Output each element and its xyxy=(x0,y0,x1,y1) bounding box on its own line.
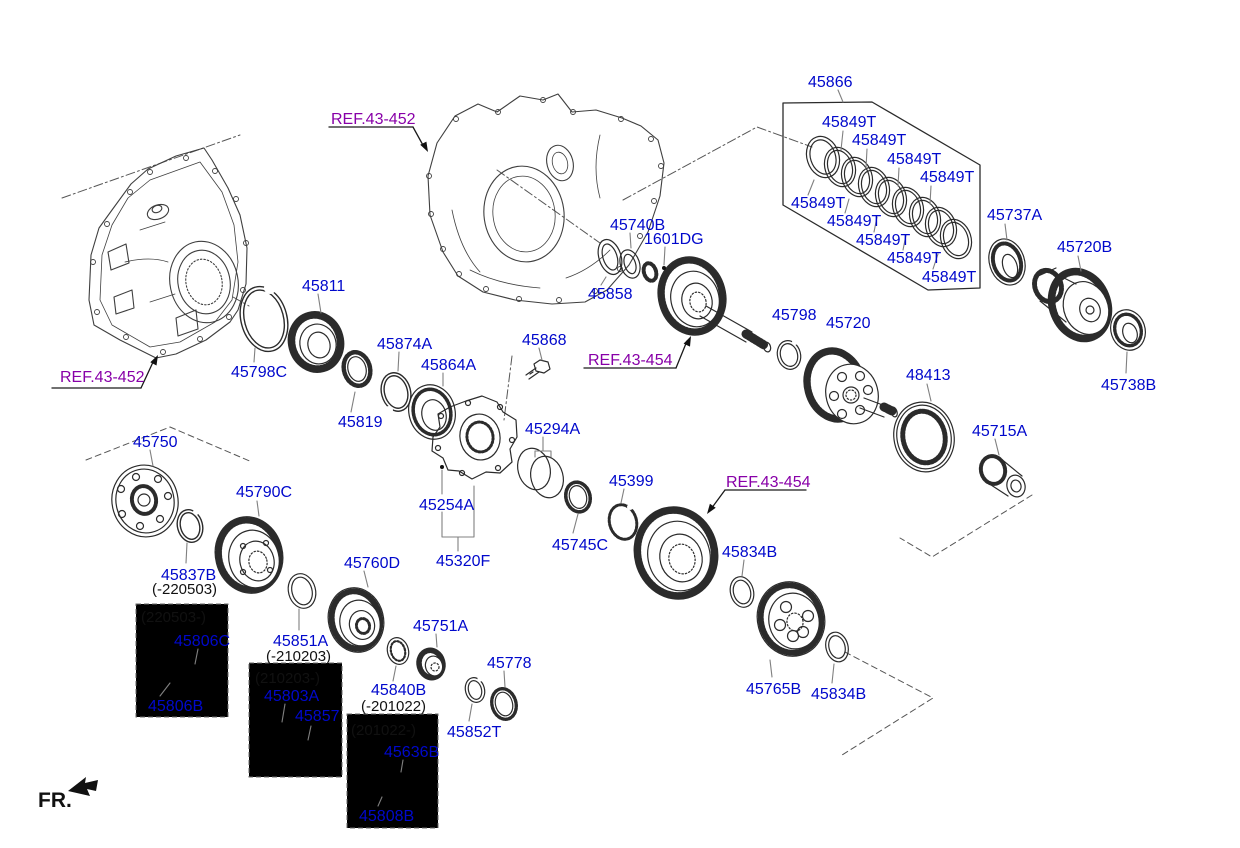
bolt-hole xyxy=(436,446,441,451)
hole xyxy=(133,474,140,481)
outer xyxy=(774,338,804,372)
part-45819-splined-ring xyxy=(340,349,374,389)
part-label-45849T[interactable]: 45849T xyxy=(920,169,975,186)
part-label-45868[interactable]: 45868 xyxy=(522,332,567,349)
part-label-45798C[interactable]: 45798C xyxy=(231,364,288,381)
outer xyxy=(105,459,185,543)
part-45798-ring xyxy=(774,338,804,372)
part-label-45806B[interactable]: 45806B xyxy=(148,698,204,715)
construction-line xyxy=(900,495,1032,557)
part-45790C-gear xyxy=(207,510,291,601)
part-ring-gear-assembly xyxy=(624,497,728,608)
outer xyxy=(463,675,488,704)
bolt-hole xyxy=(466,401,471,406)
ref-label-43-454-ring-gear[interactable]: REF.43-454 xyxy=(726,474,811,491)
teeth xyxy=(340,349,374,389)
hub-spline xyxy=(129,484,158,516)
ref-arrow-line xyxy=(676,341,687,368)
hole xyxy=(155,476,162,483)
hole xyxy=(157,516,164,523)
ref-label-43-452-center[interactable]: REF.43-452 xyxy=(331,111,416,128)
part-45715A-clutch xyxy=(978,453,1028,499)
case-drawings xyxy=(89,94,664,358)
note-label-after-220503: (220503-) xyxy=(141,609,207,626)
part-45750-carrier xyxy=(105,459,185,543)
bolt-hole xyxy=(161,350,166,355)
part-label-45720B[interactable]: 45720B xyxy=(1057,239,1113,256)
leader-line xyxy=(469,704,472,721)
part-45874A-snap-ring xyxy=(377,369,415,414)
bolt-hole xyxy=(227,315,232,320)
ref-label-43-452-left[interactable]: REF.43-452 xyxy=(60,369,145,386)
bolt-hole xyxy=(510,438,515,443)
leader-line xyxy=(838,90,843,102)
leader-bracket xyxy=(535,437,543,457)
part-label-45737A[interactable]: 45737A xyxy=(987,207,1043,224)
bolt-hole xyxy=(105,222,110,227)
leader-dot xyxy=(662,266,666,270)
outline xyxy=(89,148,247,358)
leader-line xyxy=(866,149,867,168)
leader-line xyxy=(841,131,843,150)
rib xyxy=(114,290,134,314)
leader-line xyxy=(601,277,606,285)
part-label-45840B[interactable]: 45840B xyxy=(371,682,427,699)
outer xyxy=(727,574,757,610)
inner-wall xyxy=(100,162,238,347)
body xyxy=(988,240,1025,284)
construction-line xyxy=(842,652,933,755)
ref-label-43-454-shaft[interactable]: REF.43-454 xyxy=(588,352,673,369)
gap xyxy=(477,676,482,681)
outer xyxy=(822,630,851,665)
outer xyxy=(384,635,411,667)
spline-disc xyxy=(978,453,1008,486)
leader-line xyxy=(398,352,399,371)
fr-indicator xyxy=(38,777,98,812)
gap xyxy=(193,509,199,515)
bore xyxy=(456,411,503,463)
note-label-before-220503: (-220503) xyxy=(152,581,218,598)
bore xyxy=(1010,479,1023,493)
part-label-45858[interactable]: 45858 xyxy=(588,286,633,303)
rib xyxy=(176,310,198,336)
leader-line xyxy=(664,247,665,265)
leader-line xyxy=(808,180,814,195)
part-label-48413[interactable]: 48413 xyxy=(906,367,951,384)
ring xyxy=(891,187,924,227)
bore xyxy=(162,235,246,329)
leader-line xyxy=(1005,224,1007,240)
part-label-45849T[interactable]: 45849T xyxy=(922,269,977,286)
part-45399-snap-ring xyxy=(605,502,640,543)
teeth xyxy=(488,686,519,722)
part-label-45740B[interactable]: 45740B xyxy=(610,217,666,234)
leader-line xyxy=(930,186,931,204)
fr-direction-arrow-icon xyxy=(68,777,98,796)
upper-bore-inner xyxy=(550,150,570,175)
part-label-45851A[interactable]: 45851A xyxy=(273,633,329,650)
leader-line xyxy=(364,571,368,587)
leader-line xyxy=(351,392,355,412)
outer xyxy=(887,397,960,478)
bolt-holes xyxy=(91,156,249,355)
part-label-45852T[interactable]: 45852T xyxy=(447,724,502,741)
bolt-hole xyxy=(128,190,133,195)
outer xyxy=(284,571,319,612)
bolt-hole xyxy=(91,260,96,265)
bolt-hole xyxy=(649,137,654,142)
leader-line xyxy=(186,543,187,563)
ring xyxy=(840,157,873,197)
part-label-45849T[interactable]: 45849T xyxy=(856,232,911,249)
rollers xyxy=(408,385,456,439)
hole xyxy=(137,523,144,530)
part-45720B-gear xyxy=(1030,259,1122,351)
hole xyxy=(119,511,126,518)
bolt-hole xyxy=(557,298,562,303)
part-label-45834B[interactable]: 45834B xyxy=(722,544,778,561)
part-45851A-washer xyxy=(284,571,319,612)
gerotor xyxy=(465,420,496,454)
bore-spline xyxy=(182,256,227,308)
bolt-hole xyxy=(148,170,153,175)
part-45778-ring xyxy=(488,686,519,722)
part-45294A-seal-rings xyxy=(513,445,568,502)
construction-line xyxy=(497,170,600,243)
part-label-45720[interactable]: 45720 xyxy=(826,315,871,332)
rib-line xyxy=(452,135,610,288)
teeth xyxy=(563,479,594,514)
bolt-hole xyxy=(95,310,100,315)
leader-line xyxy=(254,348,255,362)
wavy-ring xyxy=(605,502,640,543)
rim xyxy=(110,464,180,539)
leader-line xyxy=(742,560,744,576)
leader-line xyxy=(845,199,849,213)
bolt-hole xyxy=(439,414,444,419)
part-label-45778[interactable]: 45778 xyxy=(487,655,532,672)
part-48413-ring-gear xyxy=(887,397,960,478)
note-label-before-210203: (-210203) xyxy=(266,648,332,665)
bolt-hole xyxy=(484,287,489,292)
part-label-45750[interactable]: 45750 xyxy=(133,434,178,451)
leader-line xyxy=(573,514,578,533)
leader-line xyxy=(504,671,505,687)
part-45751A-gear xyxy=(413,645,448,683)
leader-line xyxy=(770,660,772,677)
hub-bore xyxy=(138,494,150,506)
part-label-45765B[interactable]: 45765B xyxy=(746,681,802,698)
bolt-hole xyxy=(124,335,129,340)
leader-line xyxy=(257,501,259,516)
shaft-spline xyxy=(746,334,764,345)
bolt-hole xyxy=(496,466,501,471)
leader-line xyxy=(150,450,153,466)
leader-line xyxy=(539,348,542,360)
inner xyxy=(381,373,412,411)
construction-line xyxy=(504,356,512,420)
part-45834B-ring-a xyxy=(727,574,757,610)
gap xyxy=(627,504,633,510)
part-label-45834B[interactable]: 45834B xyxy=(811,686,867,703)
bolt-hole xyxy=(429,212,434,217)
part-label-45320F[interactable]: 45320F xyxy=(436,553,491,570)
gap xyxy=(264,282,276,294)
bolt-hole xyxy=(659,164,664,169)
ring xyxy=(874,177,907,217)
ring xyxy=(801,132,844,182)
part-label-45790C[interactable]: 45790C xyxy=(236,484,293,501)
part-label-45864A[interactable]: 45864A xyxy=(421,357,477,374)
ring xyxy=(806,136,841,177)
bolt-hole xyxy=(213,169,218,174)
part-label-45399[interactable]: 45399 xyxy=(609,473,654,490)
bolt-hole xyxy=(638,234,643,239)
part-label-45811[interactable]: 45811 xyxy=(302,278,346,295)
note-label-before-201022: (-201022) xyxy=(361,698,427,715)
part-label-45819[interactable]: 45819 xyxy=(338,414,383,431)
ring xyxy=(908,197,941,237)
leader-line xyxy=(630,233,631,248)
gap xyxy=(792,339,798,345)
leader-line xyxy=(1126,352,1127,373)
end xyxy=(1004,473,1027,499)
part-45837B-snap-ring xyxy=(174,507,207,545)
part-label-45849T[interactable]: 45849T xyxy=(887,250,942,267)
gap xyxy=(385,406,393,414)
part-45840B-ring xyxy=(384,635,411,667)
leader-line xyxy=(995,439,999,455)
part-label-45715A[interactable]: 45715A xyxy=(972,423,1028,440)
part-label-45849T[interactable]: 45849T xyxy=(887,151,942,168)
part-label-45751A[interactable]: 45751A xyxy=(413,618,469,635)
part-label-45738B[interactable]: 45738B xyxy=(1101,377,1157,394)
part-label-45849T[interactable]: 45849T xyxy=(822,114,877,131)
part-label-45849T[interactable]: 45849T xyxy=(791,195,846,212)
part-45760D-drum xyxy=(321,582,390,658)
leader-line xyxy=(927,384,931,401)
part-label-45857[interactable]: 45857 xyxy=(295,708,340,725)
part-label-1601DG[interactable]: 1601DG xyxy=(644,231,704,248)
part-45720-drum xyxy=(796,341,899,430)
bolt-hole xyxy=(241,288,246,293)
bore-inner xyxy=(488,172,560,256)
part-label-45874A[interactable]: 45874A xyxy=(377,336,433,353)
part-45738B-bearing xyxy=(1105,305,1150,354)
bolt-hole xyxy=(184,156,189,161)
part-45834B-ring-b xyxy=(822,630,851,665)
rib xyxy=(108,244,129,270)
part-label-45849T[interactable]: 45849T xyxy=(827,213,882,230)
bore xyxy=(478,161,571,267)
spline-bore xyxy=(389,640,408,663)
fr-label: FR. xyxy=(38,789,72,812)
part-label-45806C[interactable]: 45806C xyxy=(174,633,231,650)
ring xyxy=(823,147,856,187)
bolt-hole xyxy=(454,117,459,122)
leader-line xyxy=(318,294,321,313)
head xyxy=(534,360,550,373)
leader-line xyxy=(898,168,899,186)
stub-spline xyxy=(642,262,659,283)
part-45864A-bearing xyxy=(403,379,462,444)
part-label-45808B[interactable]: 45808B xyxy=(359,808,415,825)
part-label-45849T[interactable]: 45849T xyxy=(852,132,907,149)
note-label-after-210203: (210203-) xyxy=(255,670,321,687)
leader-line xyxy=(621,489,624,503)
part-label-45798[interactable]: 45798 xyxy=(772,307,817,324)
inner-spline xyxy=(898,407,950,467)
part-45852T-ring xyxy=(463,675,488,704)
construction-line xyxy=(62,135,240,198)
part-label-45760D[interactable]: 45760D xyxy=(344,555,401,572)
ring xyxy=(857,167,890,207)
part-input-shaft-assembly xyxy=(642,249,772,353)
part-label-45254A[interactable]: 45254A xyxy=(419,497,475,514)
part-label-45866[interactable]: 45866 xyxy=(808,74,853,91)
note-label-after-201022: (201022-) xyxy=(351,722,417,739)
part-label-45294A[interactable]: 45294A xyxy=(525,421,581,438)
bolt-hole xyxy=(234,197,239,202)
hole xyxy=(165,493,172,500)
leader-line xyxy=(832,664,834,683)
leader-dot xyxy=(440,465,444,469)
part-label-45745C[interactable]: 45745C xyxy=(552,537,609,554)
bolt-hole xyxy=(198,337,203,342)
part-45765B-gear xyxy=(749,574,833,664)
part-45811-gear xyxy=(282,305,351,378)
part-label-45803A[interactable]: 45803A xyxy=(264,688,320,705)
part-45868-bolt xyxy=(526,360,550,379)
leader-line xyxy=(393,666,396,681)
leader-line xyxy=(436,634,437,647)
bolt-hole xyxy=(652,199,657,204)
part-label-45636B[interactable]: 45636B xyxy=(384,744,440,761)
part-45745C-splined-ring xyxy=(563,479,594,514)
part-label-45837B[interactable]: 45837B xyxy=(161,567,217,584)
boss-top xyxy=(151,204,163,214)
part-45737A-seal xyxy=(983,234,1031,290)
hole xyxy=(118,486,125,493)
